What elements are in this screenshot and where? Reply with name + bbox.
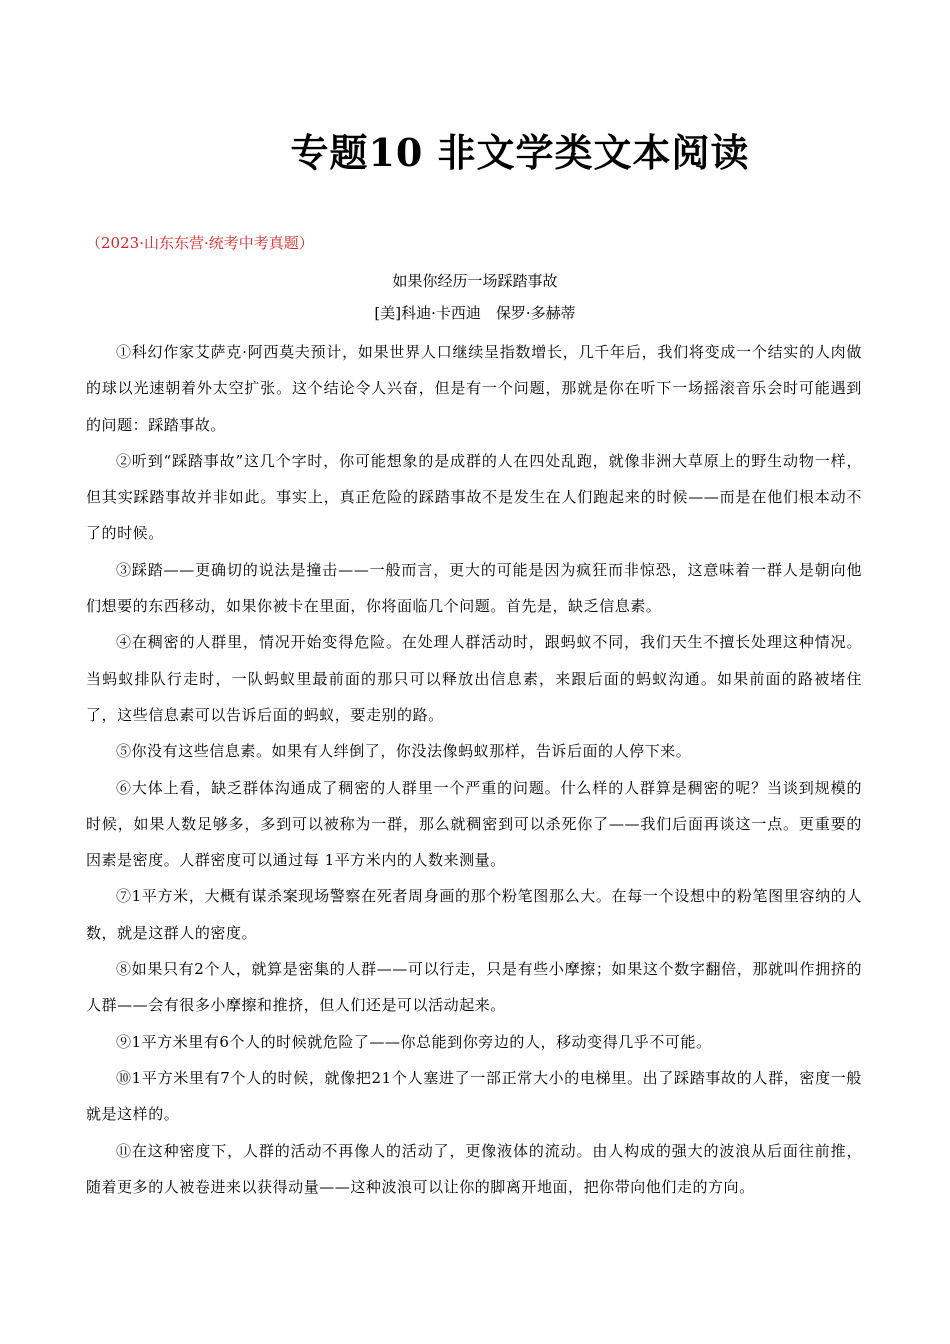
article-body	[86, 334, 862, 1205]
paragraph-5: ⑤你没有这些信息素。如果有人绊倒了，你没法像蚂蚁那样，告诉后面的人停下来。	[116, 742, 692, 761]
article-title: 如果你经历一场踩踏事故	[392, 272, 558, 290]
paragraph-4: ④在稠密的人群里，情况开始变得危险。在处理人群活动时，跟蚂蚁不同，我们天生不擅长处理这种情况。当蚂蚁排队行走时，一队蚂蚁里最前面的那只可以释放出信息素，来跟后面的蚂蚁沟通。如果前面的路被堵住了，这些信息素可以告诉后面的蚂蚁，要走别的路。	[86, 633, 862, 724]
source-tag: （2023·山东东营·统考中考真题）	[86, 234, 314, 252]
paragraph-7: ⑦1平方米，大概有谋杀案现场警察在死者周身画的那个粉笔图那么大。在每一个设想中的粉笔图里容纳的人数，就是这群人的密度。	[86, 887, 862, 942]
paragraph-6: ⑥大体上看，缺乏群体沟通成了稠密的人群里一个严重的问题。什么样的人群算是稠密的呢？当谈到规模的时候，如果人数足够多，多到可以被称为一群，那么就稠密到可以杀死你了——我们后面再谈这一点。更重要的因素是密度。人群密度可以通过每 1平方米内的人数来测量。	[86, 778, 862, 870]
paragraph-9: ⑨1平方米里有6个人的时候就危险了——你总能到你旁边的人，移动变得几乎不可能。	[116, 1032, 712, 1051]
paragraph-8: ⑧如果只有2个人，就算是密集的人群——可以行走，只是有些小摩擦；如果这个数字翻倍，那就叫作拥挤的人群——会有很多小摩擦和推挤，但人们还是可以活动起来。	[86, 960, 862, 1015]
page-title: 专题10 非文学类文本阅读	[290, 130, 750, 175]
paragraph-3: ③踩踏——更确切的说法是撞击——一般而言，更大的可能是因为疯狂而非惊恐，这意味着一群人是朝向他们想要的东西移动，如果你被卡在里面，你将面临几个问题。首先是，缺乏信息素。	[86, 560, 862, 616]
paragraph-11: ⑪在这种密度下，人群的活动不再像人的活动了，更像液体的流动。由人构成的强大的波浪从后面往前推，随着更多的人被卷进来以获得动量——这种波浪可以让你的脚离开地面，把你带向他们走的方向。	[86, 1141, 862, 1196]
paragraph-10: ⑩1平方米里有7个人的时候，就像把21个人塞进了一部正常大小的电梯里。出了踩踏事故的人群，密度一般就是这样的。	[86, 1068, 862, 1124]
paragraph-2: ②听到“踩踏事故”这几个字时，你可能想象的是成群的人在四处乱跑，就像非洲大草原上的野生动物一样，但其实踩踏事故并非如此。事实上，真正危险的踩踏事故不是发生在人们跑起来的时候——而是在他们根本动不了的时候。	[86, 451, 862, 543]
paragraph-1: ①科幻作家艾萨克·阿西莫夫预计，如果世界人口继续呈指数增长，几千年后，我们将变成一个结实的人肉做的球以光速朝着外太空扩张。这个结论令人兴奋，但是有一个问题，那就是你在听下一场摇滚音乐会时可能遇到的问题：踩踏事故。	[86, 343, 862, 434]
article-author: [美]科迪·卡西迪 保罗·多赫蒂	[374, 304, 576, 322]
